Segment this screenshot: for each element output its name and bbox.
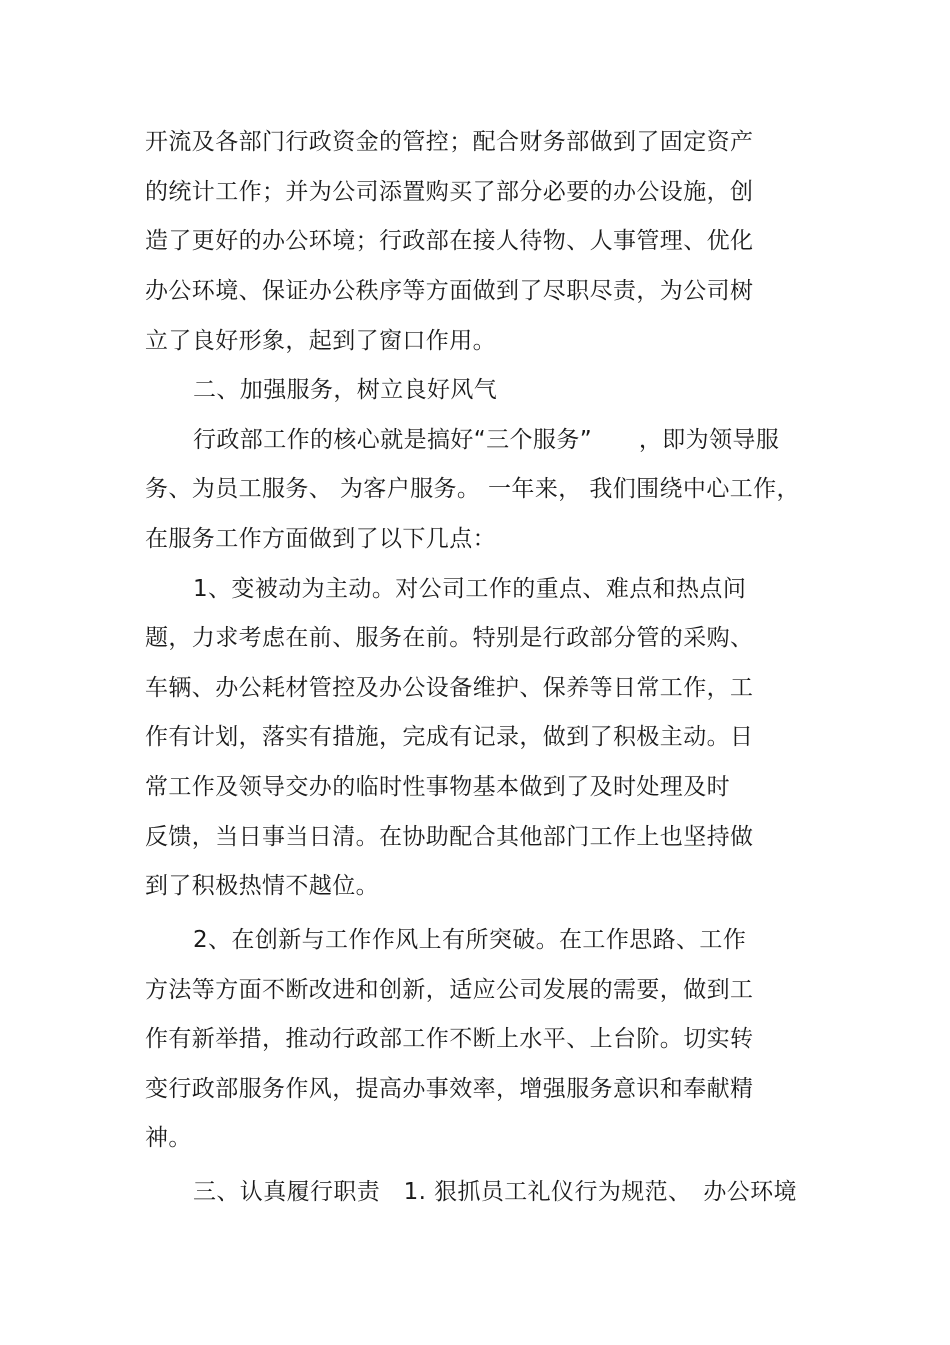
- text-line-7: 行政部工作的核心就是搞好“三个服务” ，即为领导服: [193, 427, 780, 453]
- text-line-13: 作有计划，落实有措施，完成有记录，做到了积极主动。日: [145, 724, 754, 750]
- text-line-12: 车辆、办公耗材管控及办公设备维护、保养等日常工作，工: [145, 675, 754, 701]
- text-line-11: 题，力求考虑在前、服务在前。特别是行政部分管的采购、: [145, 625, 754, 651]
- text-line-9: 在服务工作方面做到了以下几点：: [145, 526, 496, 552]
- text-line-5: 立了良好形象，起到了窗口作用。: [145, 328, 496, 354]
- text-line-21: 神。: [145, 1125, 192, 1151]
- text-line-14: 常工作及领导交办的临时性事物基本做到了及时处理及时: [145, 774, 730, 800]
- text-line-16: 到了积极热情不越位。: [145, 873, 379, 899]
- text-line-3: 造了更好的办公环境；行政部在接人待物、人事管理、优化: [145, 228, 754, 254]
- text-line-20: 变行政部服务作风，提高办事效率，增强服务意识和奉献精: [145, 1076, 754, 1102]
- text-line-2: 的统计工作；并为公司添置购买了部分必要的办公设施，创: [145, 179, 754, 205]
- list-item-2-start: 2、在创新与工作作风上有所突破。在工作思路、工作: [193, 927, 747, 953]
- list-item-1-start: 1、变被动为主动。对公司工作的重点、难点和热点问: [193, 576, 747, 602]
- section-heading-3: 三、认真履行职责 1. 狠抓员工礼仪行为规范、 办公环境: [193, 1179, 797, 1205]
- text-line-1: 开流及各部门行政资金的管控；配合财务部做到了固定资产: [145, 129, 754, 155]
- text-line-15: 反馈，当日事当日清。在协助配合其他部门工作上也坚持做: [145, 824, 754, 850]
- text-line-18: 方法等方面不断改进和创新，适应公司发展的需要，做到工: [145, 977, 754, 1003]
- text-line-4: 办公环境、保证办公秩序等方面做到了尽职尽责，为公司树: [145, 278, 754, 304]
- text-line-8: 务、为员工服务、 为客户服务。 一年来， 我们围绕中心工作，: [145, 476, 800, 502]
- text-line-19: 作有新举措，推动行政部工作不断上水平、上台阶。切实转: [145, 1026, 754, 1052]
- section-heading-2: 二、加强服务，树立良好风气: [193, 377, 498, 403]
